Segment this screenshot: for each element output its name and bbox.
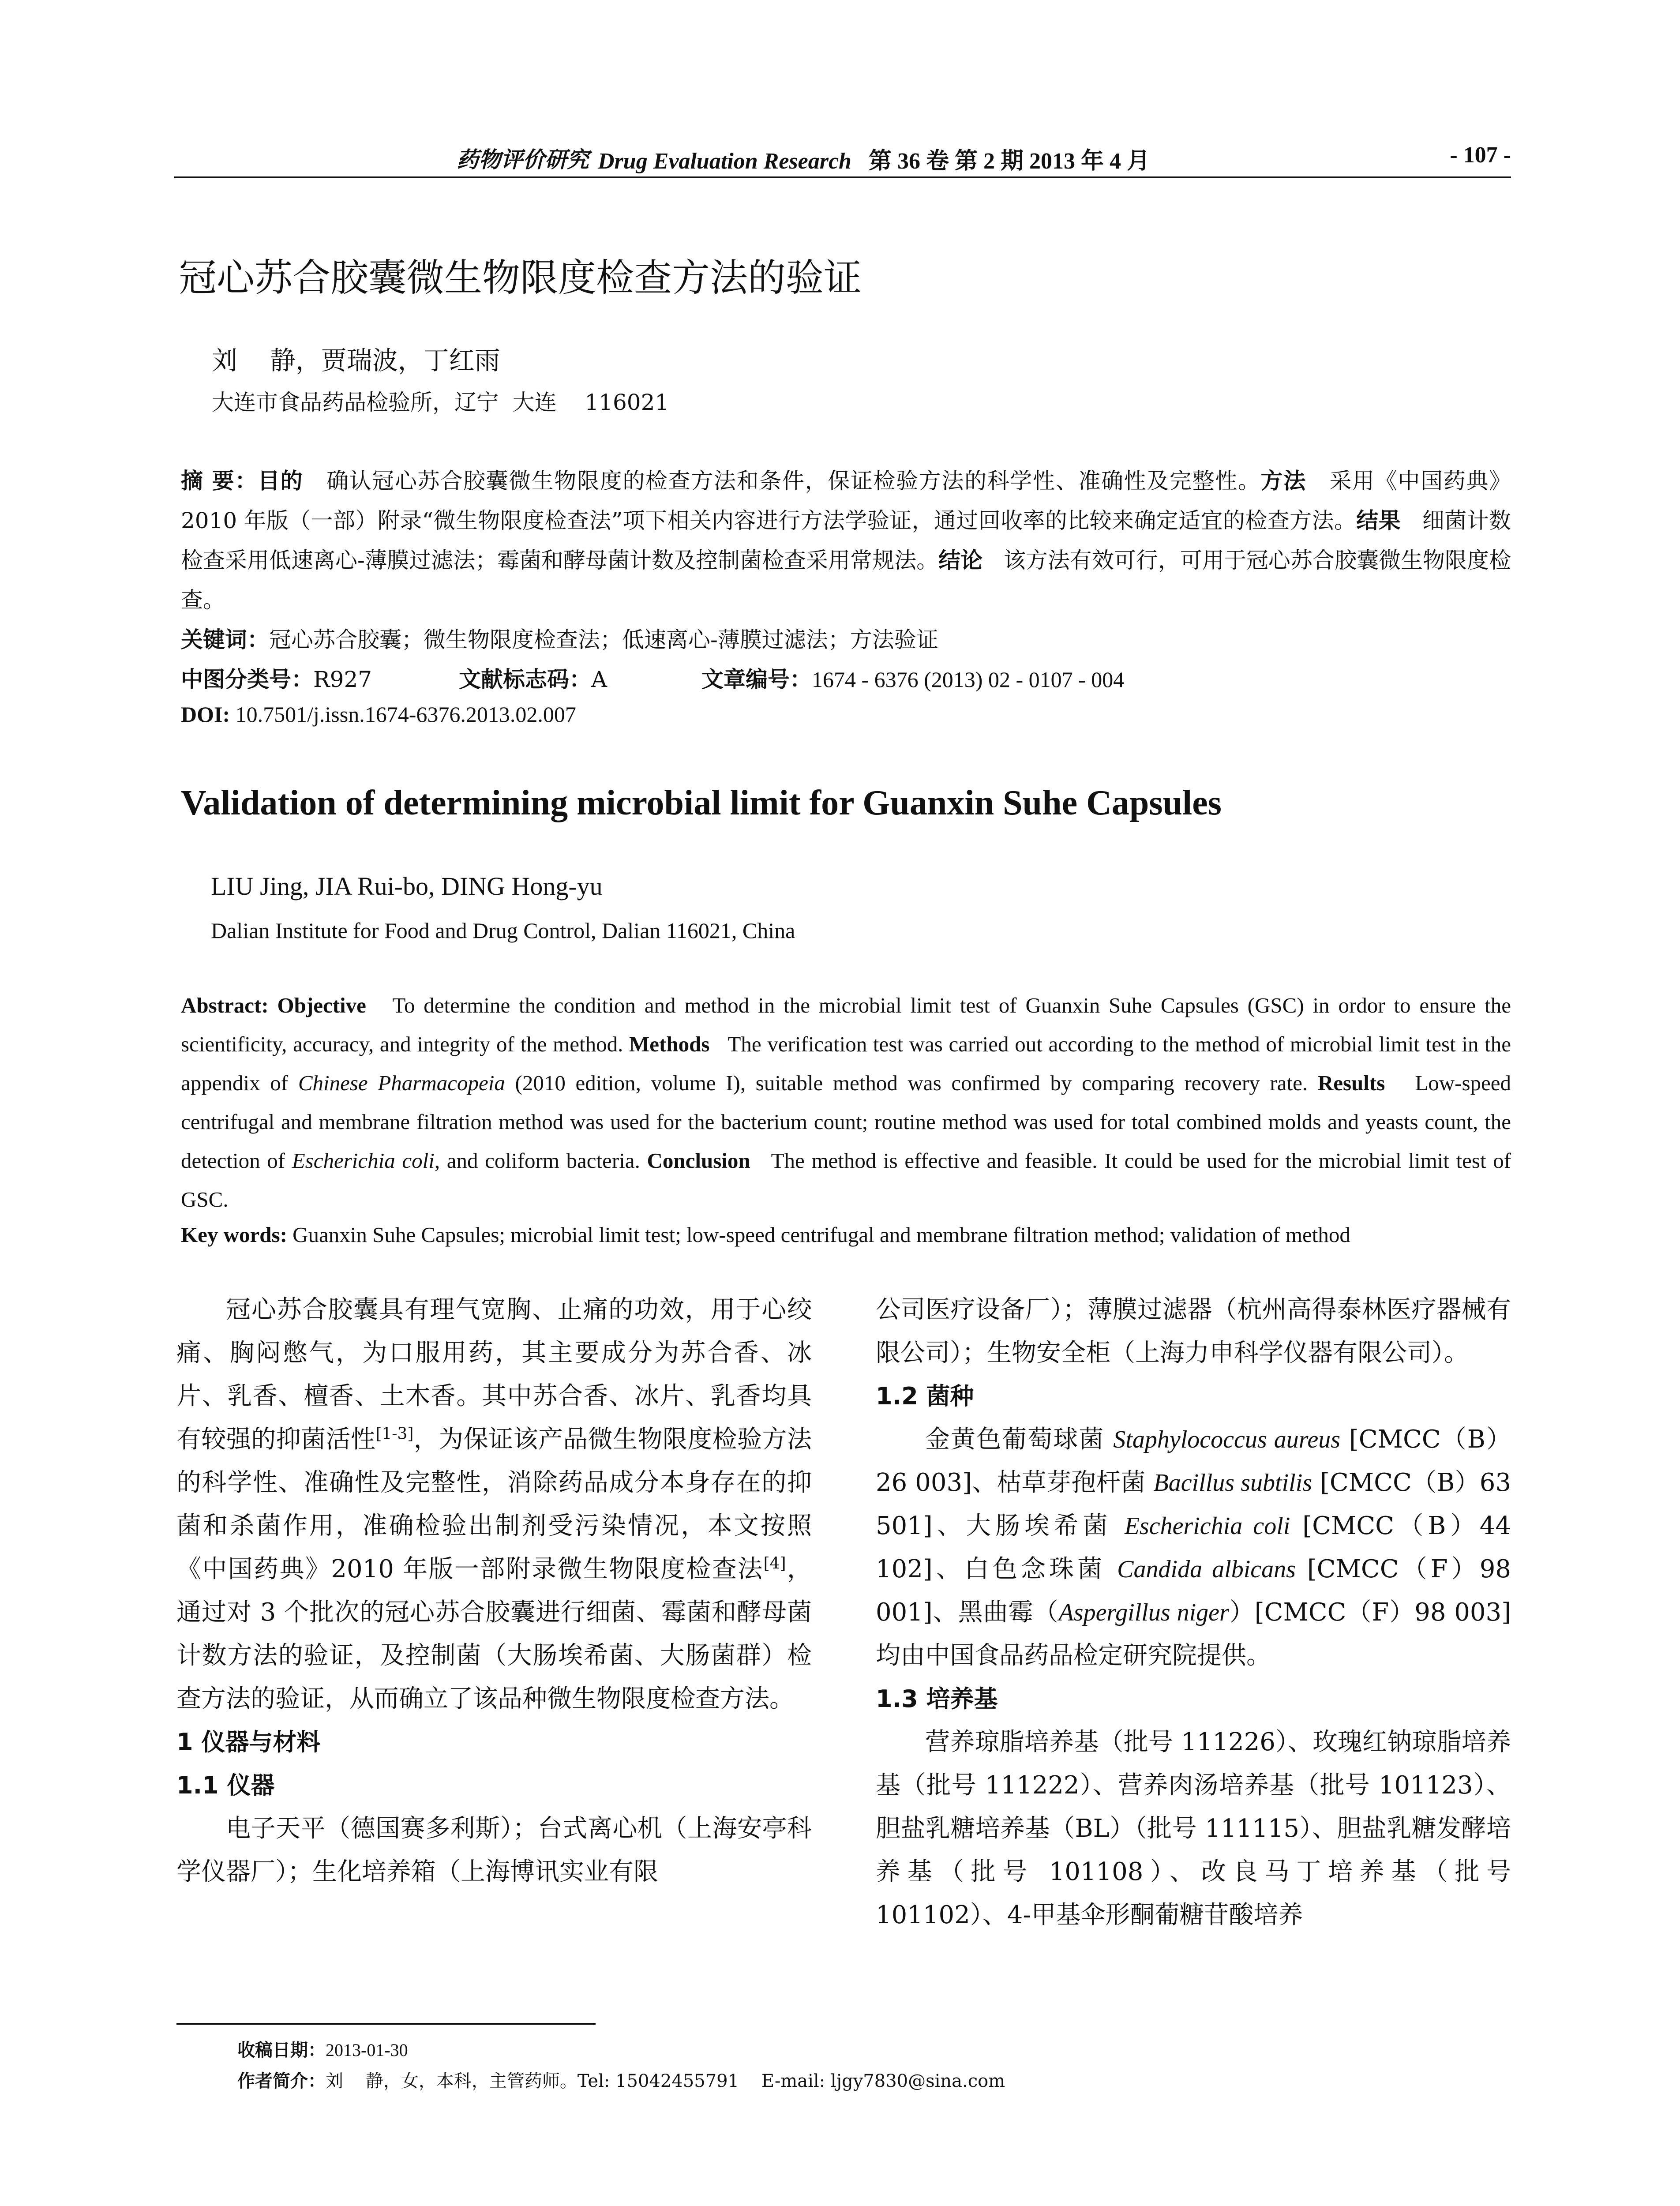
received-date: 2013-01-30 (326, 2040, 408, 2060)
en-title: Validation of determining microbial limit for Guanxin Suhe Capsules (181, 784, 1222, 822)
running-head (174, 132, 1511, 181)
doi-line (181, 702, 576, 727)
en-objective: To determine the condition and method in the microbial limit test of Guanxin Suhe Capsules (GSC) in ordor to ensure the scientificity, accuracy, and integrity of the method. (181, 993, 1511, 1056)
en-keywords-label: Key words: (181, 1223, 287, 1247)
en-results-post: , and coliform bacteria. (434, 1148, 640, 1173)
strain-name-1: Staphylococcus aureus (1113, 1426, 1341, 1453)
citation-1-3: [1-3] (375, 1425, 414, 1443)
cn-classification (181, 662, 372, 694)
citation-4: [4] (763, 1554, 786, 1573)
journal-issue (598, 142, 1150, 175)
strain-name-3: Escherichia coli (1124, 1512, 1290, 1540)
en-conclusion-label: Conclusion (647, 1148, 750, 1173)
header-rule (174, 176, 1511, 178)
strain-text-2: [CMCC（B）26 003]、枯草芽孢杆菌 (876, 1425, 1511, 1497)
page-number: - 107 - (1450, 143, 1511, 168)
en-conclusion: The method is effective and feasible. It could be used for the microbial limit test of GSC. (181, 1148, 1511, 1212)
section-heading-1-2: 1.2 菌种 (876, 1382, 974, 1410)
cn-doc-code (459, 662, 607, 694)
intro-text-c: ，通过对 3 个批次的冠心苏合胶囊进行细菌、霉菌和酵母菌计数方法的验证，及控制菌（大肠埃希菌、大肠菌群）检查方法的验证，从而确立了该品种微生物限度检查方法。 (176, 1555, 812, 1713)
en-methods-label: Methods (629, 1032, 710, 1056)
cn-keywords (181, 622, 938, 654)
en-keywords-text: Guanxin Suhe Capsules; microbial limit test; low-speed centrifugal and membrane filtration method; validation of method (292, 1223, 1350, 1247)
cn-abstract-label: 摘 要： (181, 468, 258, 494)
body-left-column (176, 1288, 812, 1894)
strain-name-2: Bacillus subtilis (1153, 1469, 1312, 1497)
strain-text-1: 金黄色葡萄球菌 (925, 1425, 1114, 1454)
author-info-label: 作者简介： (237, 2071, 326, 2091)
intro-paragraph (176, 1288, 812, 1721)
cn-authors: 刘 静，贾瑞波，丁红雨 (212, 345, 500, 375)
intro-text-a: 冠心苏合胶囊具有理气宽胸、止痛的功效，用于心绞痛、胸闷憋气，为口服用药，其主要成分为苏合香、冰片、乳香、檀香、土木香。其中苏合香、冰片、乳香均具有较强的抑菌活性 (176, 1295, 812, 1454)
strain-name-4: Candida albicans (1117, 1556, 1296, 1583)
cn-results: 细菌计数检查采用低速离心-薄膜过滤法；霉菌和酵母菌计数及控制菌检查采用常规法。 (181, 508, 1511, 573)
clc-value: R927 (313, 667, 372, 692)
cn-results-label: 结果 (1356, 508, 1401, 533)
strain-name-5: Aspergillus niger (1058, 1599, 1229, 1626)
cn-abstract (181, 461, 1511, 620)
section-heading-1-3: 1.3 培养基 (876, 1685, 998, 1713)
en-results-italic: Escherichia coli (292, 1148, 435, 1173)
instruments-continued: 公司医疗设备厂）；薄膜过滤器（杭州高得泰林医疗器械有限公司）；生物安全柜（上海力申科学仪器有限公司）。 (876, 1295, 1511, 1367)
cn-conclusion-label: 结论 (938, 548, 983, 573)
en-results-label: Results (1317, 1071, 1385, 1095)
cn-objective: 确认冠心苏合胶囊微生物限度的检查方法和条件，保证检验方法的科学性、准确性及完整性。 (326, 468, 1261, 494)
articleno-label: 文章编号： (701, 667, 812, 692)
footnote-rule (176, 2023, 596, 2025)
cn-keywords-text: 冠心苏合胶囊；微生物限度检查法；低速离心-薄膜过滤法；方法验证 (269, 627, 938, 653)
cn-title: 冠心苏合胶囊微生物限度检查方法的验证 (179, 256, 862, 300)
cn-methods-label: 方法 (1260, 468, 1306, 494)
footnote-author (237, 2067, 1005, 2092)
section-heading-1: 1 仪器与材料 (176, 1728, 321, 1756)
media-paragraph: 营养琼脂培养基（批号 111226）、玫瑰红钠琼脂培养基（批号 111222）、营养肉汤培养基（批号 101123）、胆盐乳糖培养基（BL）（批号 111115）、胆盐乳糖发酵培养基（批号 101108）、改良马丁培养基（批号 101102）、4-甲基伞形酮葡糖苷酸培养 (876, 1728, 1511, 1929)
strain-text-6: ）[CMCC（F）98 003] 均由中国食品药品检定研究院提供。 (876, 1598, 1511, 1670)
en-methods-italic: Chinese Pharmacopeia (298, 1071, 505, 1095)
footnote-received (237, 2036, 408, 2061)
intro-text-b: ，为保证该产品微生物限度检验方法的科学性、准确性及完整性，消除药品成分本身存在的抑菌和杀菌作用，准确检验出制剂受污染情况，本文按照《中国药典》2010 年版一部附录微生物限度检查法 (176, 1425, 812, 1583)
en-abstract-label: Abstract: (181, 993, 269, 1017)
cn-article-number (701, 662, 1124, 694)
doi-label: DOI: (181, 702, 230, 727)
cn-conclusion: 该方法有效可行，可用于冠心苏合胶囊微生物限度检查。 (181, 548, 1511, 613)
doccode-value: A (591, 667, 608, 692)
strain-text-5: [CMCC（F）98 001]、黑曲霉（ (876, 1555, 1511, 1627)
issue-info: 第 36 卷 第 2 期 2013 年 4 月 (868, 149, 1150, 174)
en-methods-post: (2010 edition, volume I), suitable method was confirmed by comparing recovery rate. (515, 1071, 1308, 1095)
received-label: 收稿日期： (237, 2040, 326, 2060)
strain-text-4: [CMCC（B）44 102]、白色念珠菌 (876, 1512, 1511, 1583)
en-methods-pre: The verification test was carried out according to the method of microbial limit test in the appendix of (181, 1032, 1511, 1095)
journal-logo-cn: 药物评价研究 (457, 146, 589, 173)
en-authors: LIU Jing, JIA Rui-bo, DING Hong-yu (211, 872, 603, 900)
cn-affiliation: 大连市食品药品检验所，辽宁 大连 116021 (212, 390, 669, 415)
strain-text-3: [CMCC（B）63 501]、大肠埃希菌 (876, 1468, 1511, 1540)
doi-value: 10.7501/j.issn.1674-6376.2013.02.007 (235, 702, 576, 727)
en-keywords (181, 1222, 1511, 1247)
cn-methods: 采用《中国药典》2010 年版（一部）附录“微生物限度检查法”项下相关内容进行方法学验证，通过回收率的比较来确定适宜的检查方法。 (181, 468, 1511, 533)
en-affiliation: Dalian Institute for Food and Drug Control, Dalian 116021, China (211, 918, 795, 943)
doccode-label: 文献标志码： (459, 667, 591, 692)
author-info: 刘 静，女，本科，主管药师。Tel: 15042455791 E-mail: ljgy7830@sina.com (326, 2071, 1005, 2091)
articleno-value: 1674 - 6376 (2013) 02 - 0107 - 004 (812, 667, 1125, 692)
cn-objective-label: 目的 (258, 468, 304, 494)
instruments-paragraph: 电子天平（德国赛多利斯）；台式离心机（上海安亭科学仪器厂）；生化培养箱（上海博讯实业有限 (176, 1814, 812, 1886)
strains-paragraph (876, 1418, 1511, 1677)
journal-name-en: Drug Evaluation Research (598, 149, 851, 174)
section-heading-1-1: 1.1 仪器 (176, 1771, 275, 1799)
clc-label: 中图分类号： (181, 667, 313, 692)
en-objective-label: Objective (277, 993, 366, 1017)
en-results-pre: Low-speed centrifugal and membrane filtration method was used for the bacterium count; routine method was used for total combined molds and yeasts count, the detection of (181, 1071, 1511, 1173)
body-right-column (876, 1288, 1511, 1937)
en-abstract (181, 986, 1511, 1219)
cn-keywords-label: 关键词： (181, 627, 269, 653)
